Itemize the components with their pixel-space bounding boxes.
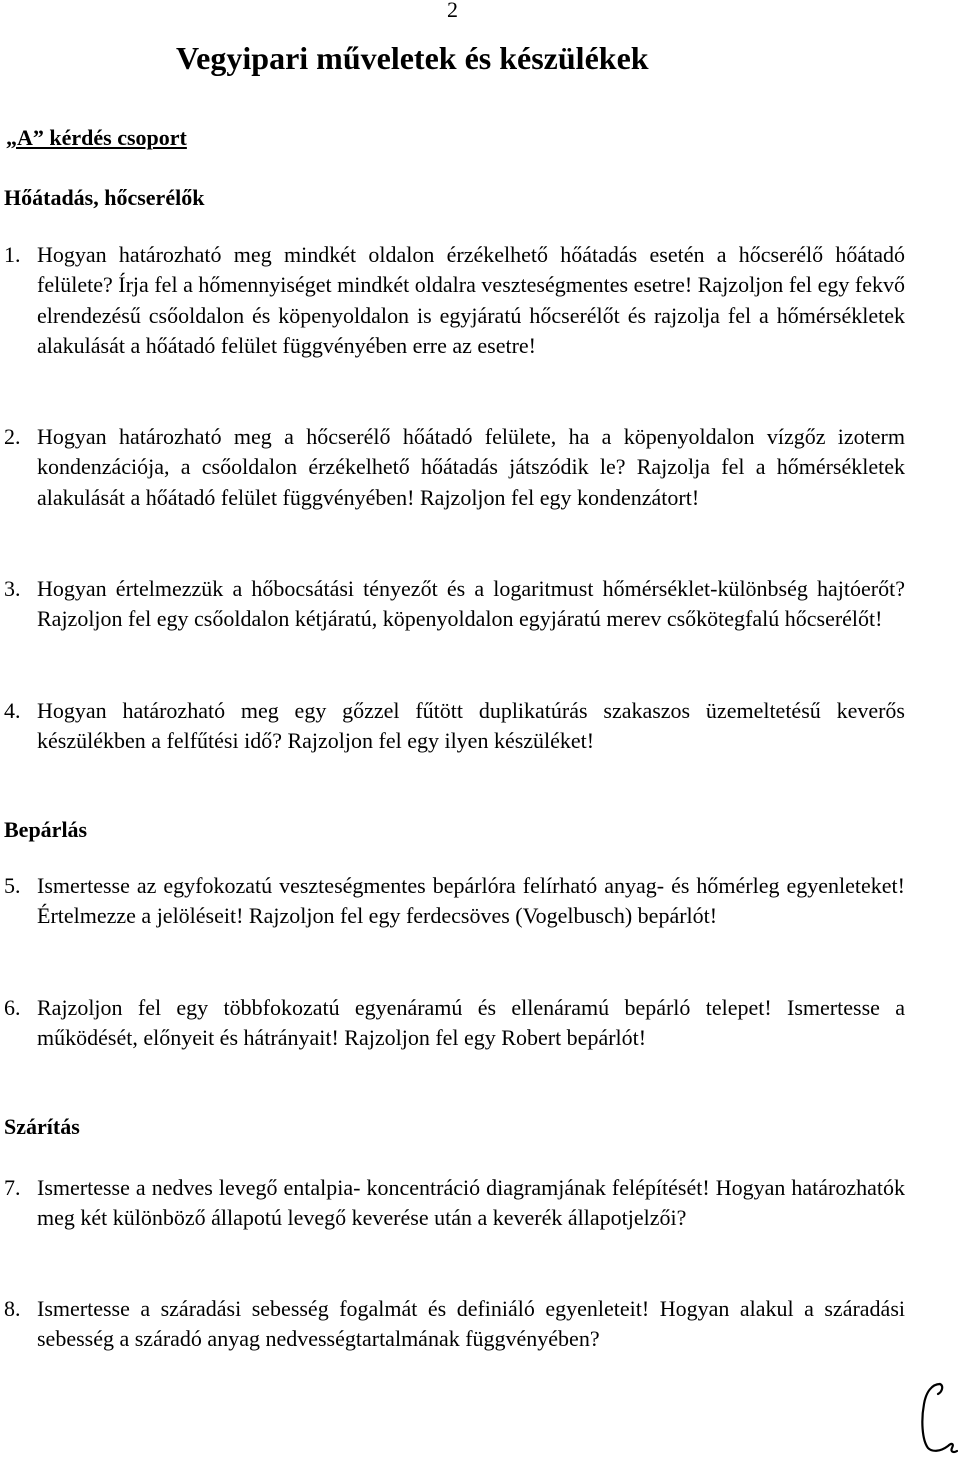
question-1 bbox=[0, 240, 905, 361]
question-group-title: „A” kérdés csoport bbox=[6, 125, 187, 150]
question-number: 8. bbox=[4, 1296, 21, 1321]
question-text: Ismertesse a száradási sebesség fogalmát és definiáló egyenleteit! Hogyan alakul a száradási sebesség a száradó anyag nedvességtartalmának függvényében? bbox=[37, 1296, 905, 1352]
page-number: 2 bbox=[447, 0, 458, 22]
question-number: 3. bbox=[4, 576, 21, 601]
question-number: 1. bbox=[4, 242, 21, 267]
question-8 bbox=[0, 1294, 905, 1355]
question-4 bbox=[0, 696, 905, 757]
signature-mark bbox=[918, 1382, 958, 1454]
question-text: Hogyan határozható meg egy gőzzel fűtött duplikatúrás szakaszos üzemeltetésű keverős készülékben a felfűtési idő? Rajzoljon fel egy ilyen készüléket! bbox=[37, 698, 905, 754]
question-number: 2. bbox=[4, 424, 21, 449]
question-7 bbox=[0, 1173, 905, 1234]
section-title-szaritas: Szárítás bbox=[4, 1114, 80, 1139]
question-number: 4. bbox=[4, 698, 21, 723]
question-3 bbox=[0, 574, 905, 635]
question-text: Hogyan értelmezzük a hőbocsátási tényezőt és a logaritmust hőmérséklet-különbség hajtóerőt? Rajzoljon fel egy csőoldalon kétjáratú, köpenyoldalon egyjáratú merev csőkötegfalú hőcserélőt! bbox=[37, 576, 905, 632]
section-title-hoatadas: Hőátadás, hőcserélők bbox=[4, 185, 205, 210]
question-text: Hogyan határozható meg mindkét oldalon érzékelhető hőátadás esetén a hőcserélő hőátadó felülete? Írja fel a hőmennyiséget mindkét oldalra veszteségmentes esetre! Rajzoljon fel egy fekvő elrendezésű csőoldalon és köpenyoldalon is egyjáratú hőcserélőt és rajzolja fel a hőmérsékletek alakulását a hőátadó felület függvényében erre az esetre! bbox=[37, 242, 905, 358]
section-title-beparlas: Bepárlás bbox=[4, 817, 88, 842]
question-number: 5. bbox=[4, 873, 21, 898]
question-number: 6. bbox=[4, 995, 21, 1020]
question-5 bbox=[0, 871, 905, 932]
question-text: Ismertesse a nedves levegő entalpia- koncentráció diagramjának felépítését! Hogyan határozhatók meg két különböző állapotú levegő keverése után a keverék állapotjelzői? bbox=[37, 1175, 905, 1231]
question-text: Rajzoljon fel egy többfokozatú egyenáramú és ellenáramú bepárló telepet! Ismertesse a működését, előnyeit és hátrányait! Rajzoljon fel egy Robert bepárlót! bbox=[37, 995, 905, 1051]
question-2 bbox=[0, 422, 905, 513]
question-6 bbox=[0, 993, 905, 1054]
document-title: Vegyipari műveletek és készülékek bbox=[176, 40, 649, 76]
question-number: 7. bbox=[4, 1175, 21, 1200]
question-text: Ismertesse az egyfokozatú veszteségmentes bepárlóra felírható anyag- és hőmérleg egyenleteket! Értelmezze a jelöléseit! Rajzoljon fel egy ferdecsöves (Vogelbusch) bepárlót! bbox=[37, 873, 905, 929]
question-text: Hogyan határozható meg a hőcserélő hőátadó felülete, ha a köpenyoldalon vízgőz izoterm kondenzációja, a csőoldalon érzékelhető hőátadás játszódik le? Rajzolja fel a hőmérsékletek alakulását a hőátadó felület függvényében! Rajzoljon fel egy kondenzátort! bbox=[37, 424, 905, 510]
